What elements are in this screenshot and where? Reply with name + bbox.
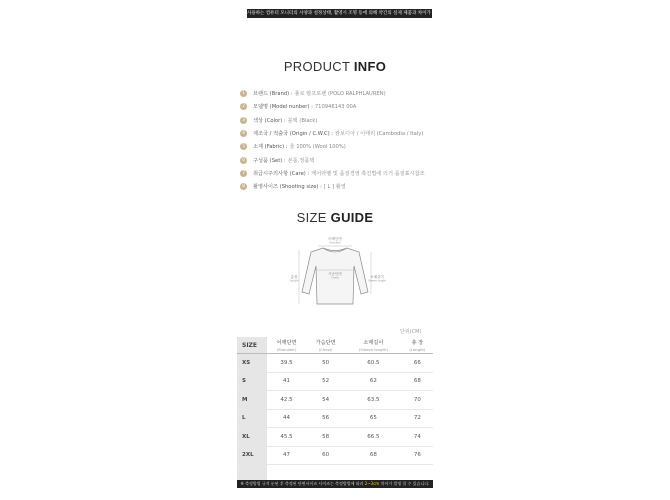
cell-sleeve: 66.5 (345, 428, 402, 447)
cell-chest: 60 (306, 446, 345, 465)
table-row (237, 409, 433, 428)
header-label: 어깨단면 (276, 339, 297, 346)
cell-length: 72 (402, 409, 433, 428)
product-info-title (280, 59, 390, 74)
info-row-origin (240, 127, 500, 140)
chest-label: 가슴단면 (328, 272, 342, 276)
bottom-notice-bar (237, 480, 433, 488)
info-label: 모델명 (Model nunber) : (253, 104, 313, 111)
info-value: [ L ] 촬영 (323, 184, 346, 191)
cell-length: 74 (402, 428, 433, 447)
cell-chest: 52 (306, 372, 345, 391)
bottom-notice-text: ※ 측정방법 규격 눈된 후 측정된 단면사이즈 사이즈는 측정방법에 따라 (240, 481, 365, 486)
header-sub: (Shoulder) (276, 346, 297, 352)
table-row (237, 446, 433, 465)
table-row (237, 372, 433, 391)
cell-sleeve: 62 (345, 372, 402, 391)
bottom-notice-text-end: 차이가 발생 할 수 있습니다. (379, 481, 430, 486)
info-value: 캄보디아 / 이태리 (Cambodia / Italy) (335, 131, 424, 138)
size-guide-title-bold: GUIDE (330, 210, 374, 225)
info-row-set (240, 153, 500, 166)
product-info-list (240, 87, 500, 193)
cell-shoulder: 39.5 (267, 354, 306, 373)
info-value: 본품,정품택 (287, 157, 315, 164)
product-info-title-light: PRODUCT (283, 59, 354, 74)
size-guide-heading (0, 207, 670, 226)
info-label: 구성품 (Set) : (253, 157, 286, 164)
top-notice-bar (247, 9, 462, 18)
info-number-badge: 7 (240, 170, 247, 177)
header-chest (306, 337, 345, 354)
header-label: 소매길이 (363, 339, 384, 346)
info-row-brand (240, 87, 500, 100)
header-shoulder (267, 337, 306, 354)
size-guide-title (293, 210, 378, 225)
info-value: 케어라벨 및 품질경영 촉진법에 의거 품질표시참조 (311, 170, 425, 177)
cell-sleeve: 65 (345, 409, 402, 428)
product-info-heading (0, 56, 670, 75)
info-number-badge: 3 (240, 117, 247, 124)
cell-size: M (237, 391, 267, 410)
cell-size: L (237, 409, 267, 428)
info-number-badge: 6 (240, 157, 247, 164)
length-sub: Length (289, 279, 299, 283)
cell-sleeve: 68 (345, 446, 402, 465)
info-label: 취급시주의사항 (Care) : (253, 170, 310, 177)
header-length (402, 337, 433, 354)
cell-size: XL (237, 428, 267, 447)
top-notice-text: 사용하는 컴퓨터 모니터의 사양과 설정상태, 촬영시 조명 등에 의해 약간의 실제 제품과 차이가 날 수 있습니다 (247, 11, 462, 16)
sleeve-sub: Sleeve length (368, 279, 386, 283)
table-row (237, 354, 433, 373)
cell-shoulder: 47 (267, 446, 306, 465)
info-value: 블랙 (Black) (287, 117, 318, 124)
info-number-badge: 2 (240, 103, 247, 110)
cell-sleeve: 60.5 (345, 354, 402, 373)
size-guide-title-light: SIZE (296, 210, 331, 225)
header-sub: (Length) (409, 346, 426, 352)
sleeve-label: 소매길이 (370, 275, 384, 279)
size-table (237, 337, 433, 482)
info-number-badge: 5 (240, 143, 247, 150)
info-row-shooting-size (240, 180, 500, 193)
cell-chest: 58 (306, 428, 345, 447)
shoulder-label: 어깨단면 (328, 237, 342, 241)
info-row-fabric (240, 140, 500, 153)
cell-shoulder: 44 (267, 409, 306, 428)
cell-size: XS (237, 354, 267, 373)
unit-label: 단위(CM) (400, 329, 422, 335)
length-label: 총장 (290, 275, 298, 279)
cell-length: 76 (402, 446, 433, 465)
info-label: 제조국 / 적출국 (Origin / C.W.C) : (253, 131, 334, 138)
header-sub: (Sleeve length) (358, 346, 388, 352)
cell-shoulder: 41 (267, 372, 306, 391)
header-label: 가슴단면 (315, 339, 336, 346)
header-sub: (Chest) (318, 346, 333, 352)
table-row (237, 428, 433, 447)
header-sleeve (345, 337, 402, 354)
chest-sub: Chest (331, 276, 339, 280)
info-label: 소재 (Fabric) : (253, 144, 288, 151)
cell-length: 68 (402, 372, 433, 391)
cell-chest: 54 (306, 391, 345, 410)
sweater-measurement-diagram (285, 234, 385, 314)
header-label: 총 장 (411, 339, 424, 346)
cell-shoulder: 45.5 (267, 428, 306, 447)
info-row-model (240, 100, 500, 113)
info-label: 촬영사이즈 (Shooting size) : (253, 184, 322, 191)
info-label: 브랜드 (Brand) : (253, 91, 293, 98)
cell-chest: 56 (306, 409, 345, 428)
cell-length: 66 (402, 354, 433, 373)
cell-size: S (237, 372, 267, 391)
cell-sleeve: 63.5 (345, 391, 402, 410)
bottom-notice-highlight: 2~3cm (364, 481, 380, 486)
info-value: 폴로 랄프로렌 (POLO RALPHLAUREN) (294, 91, 386, 98)
info-number-badge: 8 (240, 183, 247, 190)
product-info-title-bold: INFO (353, 59, 387, 74)
info-value: 울 100% (Wool 100%) (289, 144, 346, 151)
shoulder-sub: Shoulder (329, 241, 341, 245)
header-size: SIZE (237, 337, 267, 354)
table-row (237, 391, 433, 410)
cell-shoulder: 42.5 (267, 391, 306, 410)
cell-size: 2XL (237, 446, 267, 465)
cell-length: 70 (402, 391, 433, 410)
info-row-care (240, 167, 500, 180)
info-label: 색상 (Color) : (253, 117, 286, 124)
info-row-color (240, 114, 500, 127)
info-number-badge: 4 (240, 130, 247, 137)
info-number-badge: 1 (240, 90, 247, 97)
cell-chest: 50 (306, 354, 345, 373)
table-header-row (237, 337, 433, 354)
info-value: 710946143 00A (314, 103, 357, 110)
